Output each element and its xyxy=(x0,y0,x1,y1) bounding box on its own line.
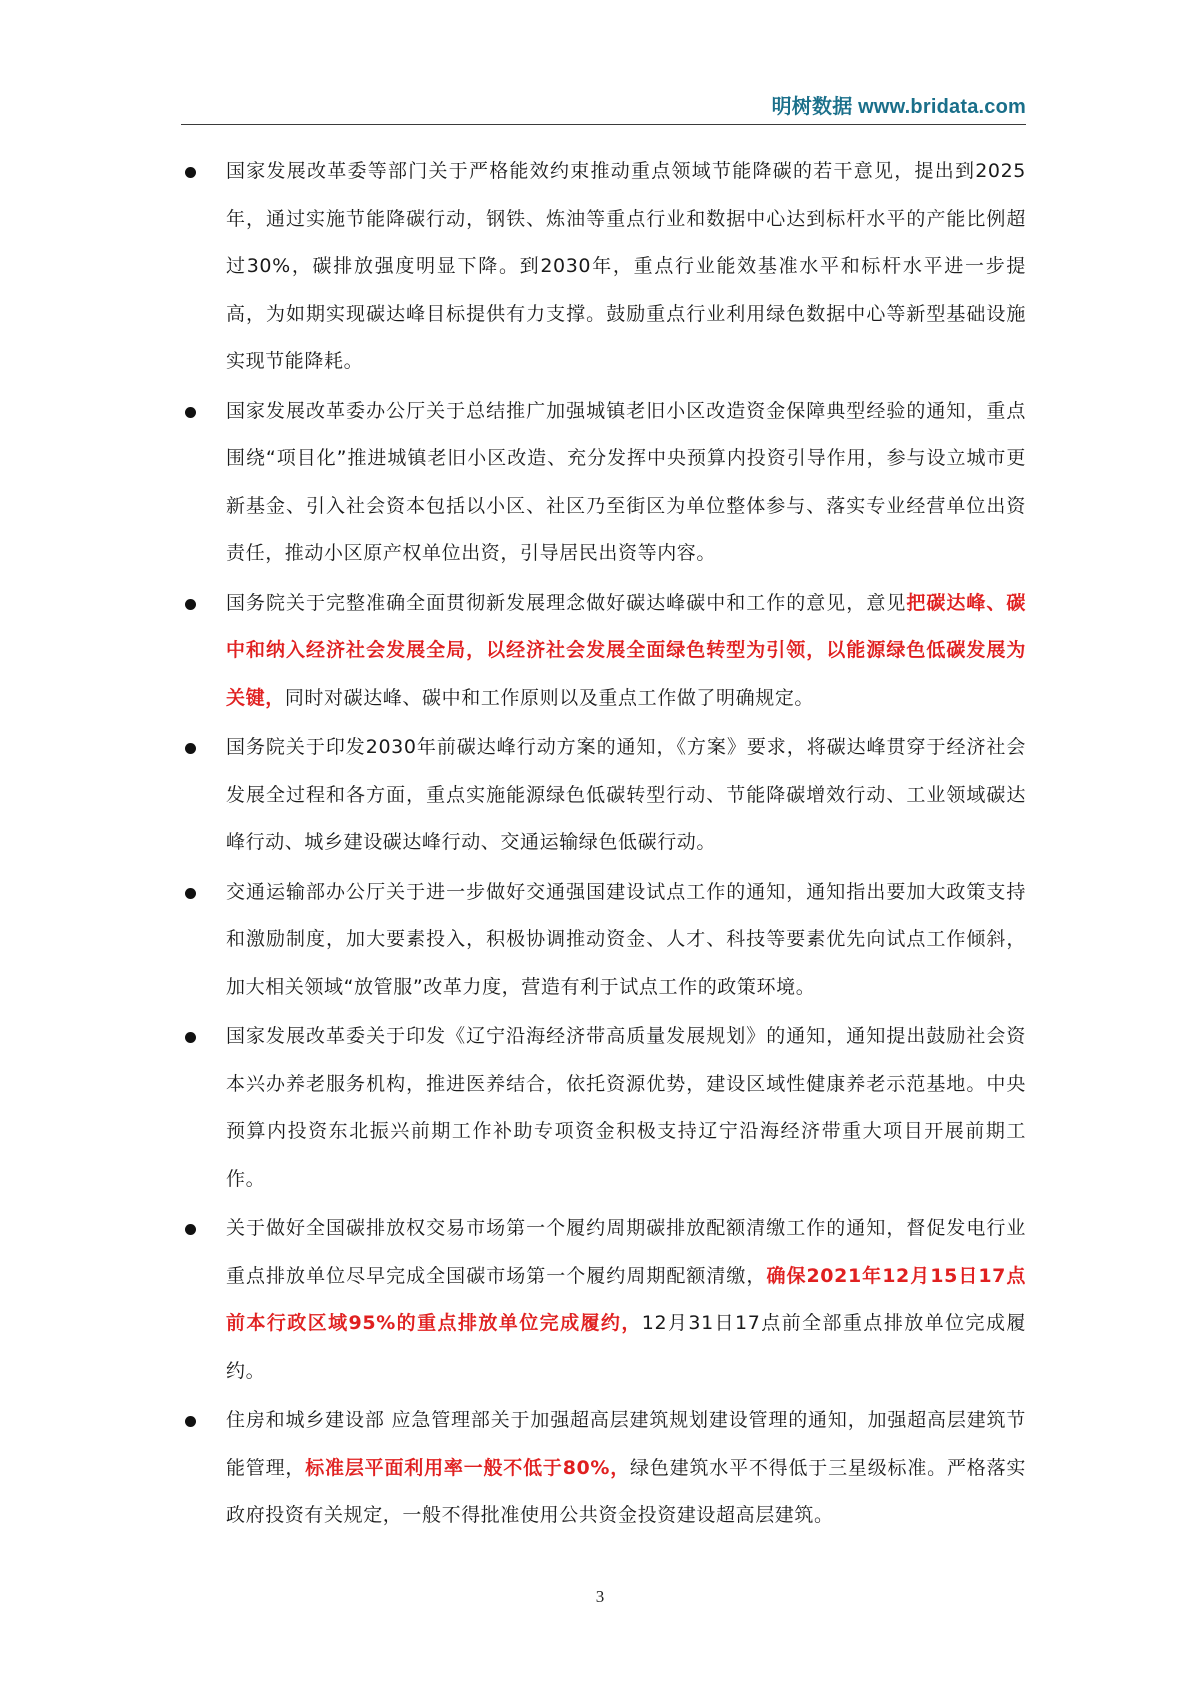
bullet-text xyxy=(226,1205,1026,1395)
bullet-text xyxy=(226,869,1026,1012)
bullet-item xyxy=(181,148,1026,386)
bullet-item xyxy=(181,1397,1026,1540)
text-segment: 住房和城乡建设部 应急管理部关于加强超高层建筑规划建设管理的通知，加强超高层建筑节能管理， xyxy=(226,1409,1026,1479)
bullet-dot-icon xyxy=(185,1032,196,1043)
text-segment: 国家发展改革委等部门关于严格能效约束推动重点领域节能降碳的若干意见，提出到2025年，通过实施节能降碳行动，钢铁、炼油等重点行业和数据中心达到标杆水平的产能比例超过30%，碳排放强度明显下降。到2030年，重点行业能效基准水平和标杆水平进一步提高，为如期实现碳达峰目标提供有力支撑。鼓励重点行业利用绿色数据中心等新型基础设施实现节能降耗。 xyxy=(226,160,1026,372)
bullet-dot-icon xyxy=(185,1224,196,1235)
bullet-item xyxy=(181,388,1026,578)
bullet-dot-icon xyxy=(185,599,196,610)
bullet-text xyxy=(226,388,1026,578)
bullet-dot-icon xyxy=(185,167,196,178)
highlighted-text: 确保2021年12月15日17点前本行政区域95%的重点排放单位完成履约， xyxy=(226,1264,1027,1334)
bullet-item xyxy=(181,869,1026,1012)
bullet-dot-icon xyxy=(185,888,196,899)
bullet-dot-icon xyxy=(185,1416,196,1427)
bullet-text xyxy=(226,724,1026,867)
highlighted-text: 把碳达峰、碳中和纳入经济社会发展全局，以经济社会发展全面绿色转型为引领，以能源绿色低碳发展为关键， xyxy=(226,591,1026,709)
bullet-text xyxy=(226,1397,1026,1540)
page-number: 3 xyxy=(595,1587,605,1606)
brand-logo-text: 明树数据 www.bridata.com xyxy=(771,96,1026,118)
text-segment: 国务院关于印发2030年前碳达峰行动方案的通知，《方案》要求，将碳达峰贯穿于经济社会发展全过程和各方面，重点实施能源绿色低碳转型行动、节能降碳增效行动、工业领域碳达峰行动、城乡建设碳达峰行动、交通运输绿色低碳行动。 xyxy=(226,736,1026,853)
bullet-dot-icon xyxy=(185,743,196,754)
text-segment: 绿色建筑水平不得低于三星级标准。严格落实政府投资有关规定，一般不得批准使用公共资金投资建设超高层建筑。 xyxy=(226,1456,1026,1526)
bullet-item xyxy=(181,724,1026,867)
bullet-dot-icon xyxy=(185,407,196,418)
page-header xyxy=(181,84,1026,125)
text-segment: 国家发展改革委办公厅关于总结推广加强城镇老旧小区改造资金保障典型经验的通知，重点围绕“项目化”推进城镇老旧小区改造、充分发挥中央预算内投资引导作用，参与设立城市更新基金、引入社会资本包括以小区、社区乃至街区为单位整体参与、落实专业经营单位出资责任，推动小区原产权单位出资，引导居民出资等内容。 xyxy=(226,399,1026,564)
text-segment: 国务院关于完整准确全面贯彻新发展理念做好碳达峰碳中和工作的意见，意见 xyxy=(226,591,907,614)
text-segment: 同时对碳达峰、碳中和工作原则以及重点工作做了明确规定。 xyxy=(284,686,815,709)
text-segment: 交通运输部办公厅关于进一步做好交通强国建设试点工作的通知，通知指出要加大政策支持和激励制度，加大要素投入，积极协调推动资金、人才、科技等要素优先向试点工作倾斜，加大相关领域“放管服”改革力度，营造有利于试点工作的政策环境。 xyxy=(226,880,1026,998)
bullet-text xyxy=(226,1013,1026,1203)
text-segment: 国家发展改革委关于印发《辽宁沿海经济带高质量发展规划》的通知，通知提出鼓励社会资本兴办养老服务机构，推进医养结合，依托资源优势，建设区域性健康养老示范基地。中央预算内投资东北振兴前期工作补助专项资金积极支持辽宁沿海经济带重大项目开展前期工作。 xyxy=(226,1025,1026,1190)
text-segment: 12月31日17点前全部重点排放单位完成履约。 xyxy=(226,1312,1026,1382)
bullet-text xyxy=(226,148,1026,386)
highlighted-text: 标准层平面利用率一般不低于80%， xyxy=(305,1456,631,1479)
bullet-text xyxy=(226,580,1026,723)
bullet-list xyxy=(181,148,1026,1542)
bullet-item xyxy=(181,1013,1026,1203)
text-segment: 关于做好全国碳排放权交易市场第一个履约周期碳排放配额清缴工作的通知，督促发电行业重点排放单位尽早完成全国碳市场第一个履约周期配额清缴， xyxy=(226,1217,1026,1287)
bullet-item xyxy=(181,1205,1026,1395)
bullet-item xyxy=(181,580,1026,723)
